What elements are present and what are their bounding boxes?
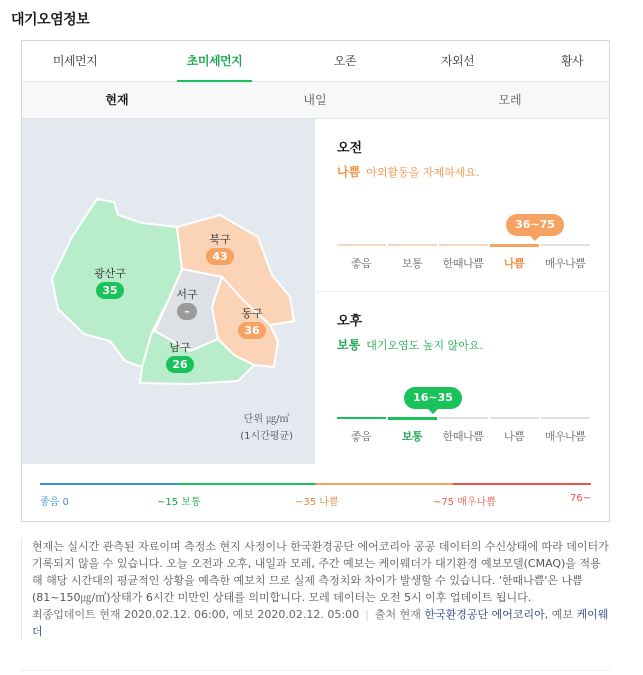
region-label-seo: 서구 — [176, 288, 198, 301]
legend-label-normal: ~15 보통 — [157, 497, 201, 508]
legend-bar — [40, 483, 591, 485]
legend-label-bad: ~35 나쁨 — [295, 497, 339, 508]
pm-scale-bar-bad — [490, 417, 539, 419]
am-scale-label-very-bad: 매우나쁨 — [544, 257, 586, 270]
pm-scale-bar-normal — [388, 417, 437, 420]
day-tabs — [22, 82, 609, 119]
air-quality-card — [21, 40, 610, 522]
am-grade-line — [337, 163, 479, 180]
unit-label: 단위 ㎍/㎥ — [243, 414, 290, 425]
am-scale-label-normal: 보통 — [401, 257, 423, 270]
pm-scale-bar-sometimes-bad — [439, 417, 488, 419]
bottom-divider — [21, 670, 610, 671]
unit-average-label: (1시간평균) — [240, 431, 293, 442]
region-label-dong: 동구 — [241, 307, 263, 320]
subtab-now[interactable]: 현재 — [105, 93, 129, 107]
am-forecast — [315, 119, 609, 291]
forecast-panel — [315, 119, 609, 464]
tab-ultrafine-dust[interactable]: 초미세먼지 — [177, 41, 252, 81]
pm-scale-label-good: 좋음 — [350, 430, 372, 443]
notes — [21, 538, 610, 640]
tab-ozone[interactable]: 오존 — [333, 54, 357, 68]
am-scale-label-good: 좋음 — [350, 257, 372, 270]
legend-label-very-bad: ~75 매우나쁨 — [433, 497, 496, 508]
am-scale-label-sometimes-bad: 한때나쁨 — [442, 257, 484, 270]
map-unit — [240, 411, 293, 445]
pm-title: 오후 — [337, 314, 363, 329]
pm-grade-desc: 대기오염도 높지 않아요. — [366, 339, 483, 352]
legend-label-good: 좋음 0 — [40, 497, 69, 508]
subtab-tomorrow[interactable]: 내일 — [303, 93, 327, 107]
source-now-label: 현재 — [399, 608, 421, 621]
region-value-buk[interactable]: 43 — [206, 248, 234, 265]
region-value-seo[interactable]: – — [177, 303, 197, 320]
pm-range-bubble: 16~35 — [404, 387, 462, 409]
region-label-gwangsan: 광산구 — [94, 267, 126, 280]
kweather-link[interactable]: 케이웨더 — [32, 608, 609, 638]
am-grade-desc: 야외활동을 자제하세요. — [366, 166, 480, 179]
pm-scale-bar-good — [337, 417, 386, 419]
pm-scale-label-bad: 나쁨 — [503, 430, 525, 443]
region-label-buk: 북구 — [209, 233, 231, 246]
pm-scale-label-very-bad: 매우나쁨 — [544, 430, 586, 443]
legend-label-max: 76~ — [570, 493, 592, 504]
tab-yellow-dust[interactable]: 황사 — [560, 54, 584, 68]
am-scale-label-bad: 나쁨 — [503, 257, 525, 270]
pm-grade: 보통 — [337, 338, 361, 352]
region-value-gwangsan[interactable]: 35 — [96, 282, 124, 299]
region-value-dong[interactable]: 36 — [238, 322, 266, 339]
am-scale-bar-good — [337, 244, 386, 246]
am-range-bubble: 36~75 — [506, 214, 564, 236]
airkorea-link[interactable]: 한국환경공단 에어코리아 — [424, 608, 545, 621]
pm-scale-label-normal: 보통 — [401, 430, 423, 443]
update-time: 최종업데이트 현재 2020.02.12. 06:00, 예보 2020.02.12. 05:00 — [32, 608, 360, 621]
tab-fine-dust[interactable]: 미세먼지 — [52, 54, 98, 68]
region-value-nam[interactable]: 26 — [166, 356, 194, 373]
pm-grade-line — [337, 336, 483, 353]
region-map — [22, 119, 315, 464]
region-label-nam: 남구 — [169, 341, 191, 354]
pm-scale-label-sometimes-bad: 한때나쁨 — [442, 430, 484, 443]
subtab-day-after[interactable]: 모레 — [498, 93, 522, 107]
update-info: 최종업데이트 현재 2020.02.12. 06:00, 예보 2020.02.12. 05:00 | 출처 현재 한국환경공단 에어코리아, 예보 케이웨더 — [32, 608, 609, 638]
pm-forecast — [315, 291, 609, 463]
tab-uv[interactable]: 자외선 — [440, 54, 475, 68]
am-grade: 나쁨 — [337, 165, 361, 179]
pollutant-tabs — [22, 41, 609, 82]
pm-scale-bar-very-bad — [541, 417, 590, 419]
source-label: 출처 — [374, 608, 397, 621]
am-title: 오전 — [337, 141, 363, 156]
am-scale-bar-bad — [490, 244, 539, 247]
page-title: 대기오염정보 — [11, 12, 90, 28]
notes-paragraph: 현재는 실시간 관측된 자료이며 측정소 현지 사정이나 한국환경공단 에어코리아 공공 데이터의 수신상태에 따라 데이터가 기록되지 않을 수 있습니다. 오늘 오전과 오후, 내일과 모레, 주간 예보는 케이웨더가 대기환경 예보모델(CMAQ)을 적용해 해당 시간대의 평균적인 상황을 예측한 예보치 므로 실제 측정치와 차이가 발생할 수 있습니다. '한때나쁨'은 나쁨(81~150㎍/㎥)상태가 6시간 미만인 상태를 의미합니다. 모레 데이터는 오전 5시 이후 업데이트 됩니다. — [32, 540, 609, 604]
am-scale-bar-sometimes-bad — [439, 244, 488, 246]
am-scale-bar-normal — [388, 244, 437, 246]
am-scale-bar-very-bad — [541, 244, 590, 246]
source-forecast-label: , 예보 — [544, 608, 573, 621]
